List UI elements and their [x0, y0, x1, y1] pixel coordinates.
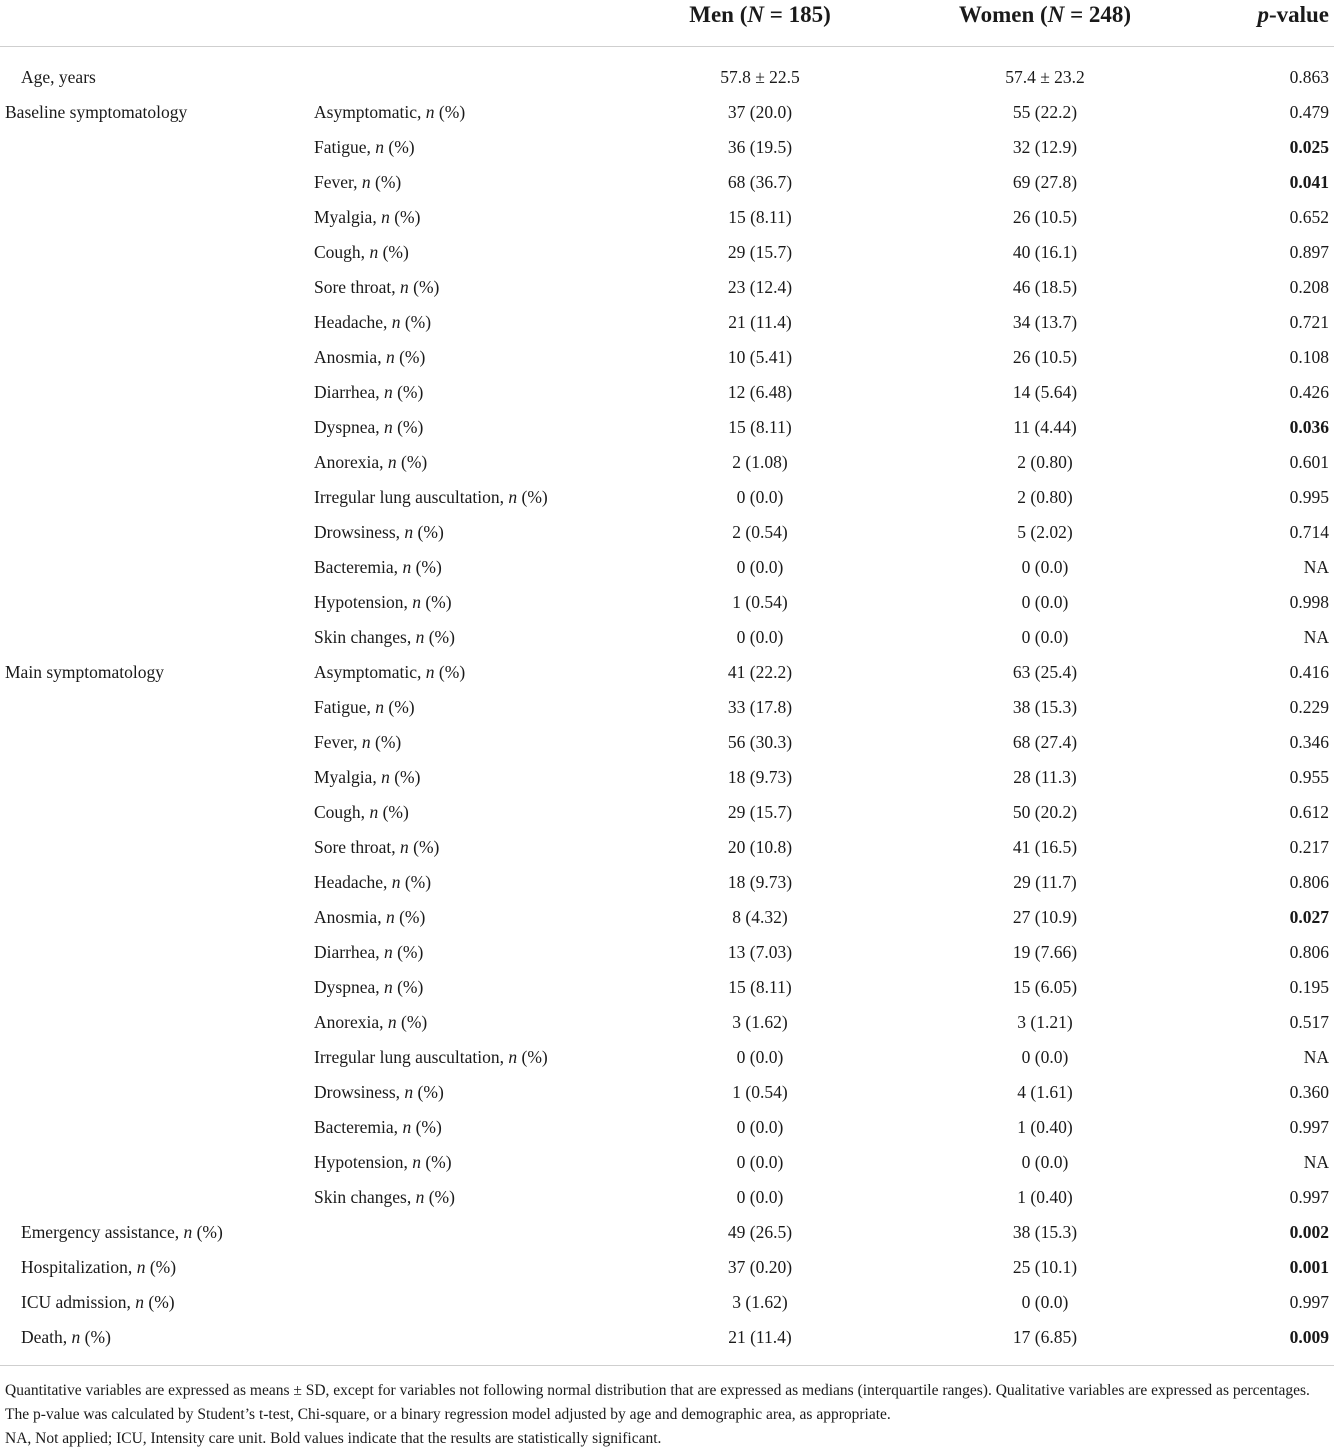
table-row — [0, 1075, 1334, 1110]
cell-women: 25 (10.1) — [1012, 1257, 1078, 1277]
table-row — [0, 130, 1334, 165]
table-row — [0, 235, 1334, 270]
cell-p-value: 0.002 — [1289, 1222, 1329, 1242]
row-variable-label: Irregular lung auscultation, n (%) — [314, 1047, 548, 1067]
cell-p-value: 0.208 — [1289, 277, 1329, 297]
table-body — [0, 60, 1334, 1355]
cell-women: 14 (5.64) — [1012, 382, 1078, 402]
table-row — [0, 480, 1334, 515]
row-variable-label: Fatigue, n (%) — [314, 697, 415, 717]
cell-p-value: 0.036 — [1289, 417, 1329, 437]
cell-women: 57.4 ± 23.2 — [1005, 67, 1085, 87]
row-variable-label: Fatigue, n (%) — [314, 137, 415, 157]
cell-men: 18 (9.73) — [727, 872, 793, 892]
cell-p-value: 0.863 — [1289, 67, 1329, 87]
table-row — [0, 340, 1334, 375]
cell-p-value: 0.601 — [1289, 452, 1329, 472]
table-row — [0, 690, 1334, 725]
cell-p-value: NA — [1303, 1152, 1329, 1172]
row-variable-label: Death, n (%) — [21, 1327, 111, 1347]
cell-women: 17 (6.85) — [1012, 1327, 1078, 1347]
cell-women: 5 (2.02) — [1017, 522, 1073, 542]
cell-p-value: 0.995 — [1289, 487, 1329, 507]
table-row — [0, 445, 1334, 480]
footnote-abbreviations: NA, Not applied; ICU, Intensity care unit. Bold values indicate that the results are statistically significant. — [5, 1430, 662, 1447]
cell-men: 57.8 ± 22.5 — [720, 67, 800, 87]
cell-men: 68 (36.7) — [727, 172, 793, 192]
table-row — [0, 375, 1334, 410]
table-row — [0, 550, 1334, 585]
cell-women: 3 (1.21) — [1017, 1012, 1073, 1032]
row-group-label: Main symptomatology — [5, 662, 164, 682]
cell-women: 0 (0.0) — [1021, 557, 1069, 577]
table-row — [0, 200, 1334, 235]
cell-men: 0 (0.0) — [736, 557, 784, 577]
cell-women: 32 (12.9) — [1012, 137, 1078, 157]
row-variable-label: Fever, n (%) — [314, 172, 402, 192]
column-header-men: Men (N = 185) — [689, 2, 831, 27]
cell-women: 27 (10.9) — [1012, 907, 1078, 927]
cell-women: 15 (6.05) — [1012, 977, 1078, 997]
row-variable-label: Emergency assistance, n (%) — [21, 1222, 223, 1242]
cell-women: 41 (16.5) — [1012, 837, 1078, 857]
cell-men: 21 (11.4) — [728, 1327, 792, 1347]
row-variable-label: Asymptomatic, n (%) — [314, 102, 466, 122]
table-row — [0, 830, 1334, 865]
cell-women: 40 (16.1) — [1012, 242, 1078, 262]
cell-men: 3 (1.62) — [732, 1012, 788, 1032]
cell-p-value: 0.806 — [1289, 872, 1329, 892]
cell-women: 38 (15.3) — [1012, 1222, 1078, 1242]
row-variable-label: Headache, n (%) — [314, 872, 432, 892]
table-bottom-rule — [0, 1365, 1334, 1366]
row-variable-label: Sore throat, n (%) — [314, 277, 440, 297]
row-variable-label: Dyspnea, n (%) — [314, 417, 424, 437]
cell-men: 13 (7.03) — [727, 942, 793, 962]
cell-p-value: 0.714 — [1289, 522, 1329, 542]
table-row — [0, 1110, 1334, 1145]
cell-men: 56 (30.3) — [727, 732, 793, 752]
table-row — [0, 515, 1334, 550]
cell-p-value: 0.041 — [1289, 172, 1329, 192]
cell-women: 0 (0.0) — [1021, 592, 1069, 612]
cell-p-value: 0.346 — [1289, 732, 1329, 752]
row-variable-label: Bacteremia, n (%) — [314, 1117, 442, 1137]
cell-p-value: 0.229 — [1289, 697, 1329, 717]
cell-women: 0 (0.0) — [1021, 627, 1069, 647]
cell-women: 69 (27.8) — [1012, 172, 1078, 192]
table-row — [0, 585, 1334, 620]
cell-p-value: 0.997 — [1289, 1187, 1329, 1207]
table-row — [0, 165, 1334, 200]
row-variable-label: Fever, n (%) — [314, 732, 402, 752]
column-header-p-value: p-value — [1257, 2, 1329, 27]
row-variable-label: Skin changes, n (%) — [314, 627, 455, 647]
row-variable-label: Anosmia, n (%) — [314, 347, 426, 367]
row-variable-label: Headache, n (%) — [314, 312, 432, 332]
cell-men: 29 (15.7) — [727, 802, 793, 822]
table-row — [0, 1145, 1334, 1180]
row-variable-label: Sore throat, n (%) — [314, 837, 440, 857]
cell-men: 1 (0.54) — [732, 592, 788, 612]
table-row — [0, 305, 1334, 340]
table-row — [0, 655, 1334, 690]
cell-p-value: 0.416 — [1289, 662, 1329, 682]
row-variable-label: Hypotension, n (%) — [314, 592, 452, 612]
row-variable-label: Anorexia, n (%) — [314, 1012, 428, 1032]
cell-women: 55 (22.2) — [1012, 102, 1078, 122]
cell-p-value: 0.652 — [1289, 207, 1329, 227]
cell-p-value: 0.108 — [1289, 347, 1329, 367]
cell-p-value: 0.009 — [1289, 1327, 1329, 1347]
cell-men: 29 (15.7) — [727, 242, 793, 262]
cell-women: 26 (10.5) — [1012, 207, 1078, 227]
table-row — [0, 935, 1334, 970]
cell-men: 0 (0.0) — [736, 1117, 784, 1137]
row-variable-label: Dyspnea, n (%) — [314, 977, 424, 997]
row-variable-label: Drowsiness, n (%) — [314, 522, 444, 542]
cell-men: 8 (4.32) — [732, 907, 788, 927]
cell-women: 29 (11.7) — [1013, 872, 1077, 892]
row-variable-label: Diarrhea, n (%) — [314, 942, 424, 962]
cell-p-value: 0.195 — [1289, 977, 1329, 997]
cell-women: 68 (27.4) — [1012, 732, 1078, 752]
table-row — [0, 1320, 1334, 1355]
cell-p-value: 0.517 — [1289, 1012, 1329, 1032]
cell-women: 2 (0.80) — [1017, 487, 1073, 507]
row-variable-label: Cough, n (%) — [314, 802, 409, 822]
cell-women: 26 (10.5) — [1012, 347, 1078, 367]
cell-women: 28 (11.3) — [1013, 767, 1077, 787]
cell-women: 1 (0.40) — [1017, 1117, 1073, 1137]
cell-men: 0 (0.0) — [736, 1047, 784, 1067]
cell-women: 0 (0.0) — [1021, 1292, 1069, 1312]
cell-women: 63 (25.4) — [1012, 662, 1078, 682]
cell-men: 1 (0.54) — [732, 1082, 788, 1102]
row-variable-label: Anosmia, n (%) — [314, 907, 426, 927]
cell-men: 49 (26.5) — [727, 1222, 793, 1242]
cell-men: 33 (17.8) — [727, 697, 793, 717]
cell-p-value: 0.997 — [1289, 1292, 1329, 1312]
cell-men: 20 (10.8) — [727, 837, 793, 857]
table-row — [0, 900, 1334, 935]
row-variable-label: Myalgia, n (%) — [314, 767, 421, 787]
cell-men: 21 (11.4) — [728, 312, 792, 332]
cell-p-value: 0.806 — [1289, 942, 1329, 962]
cell-p-value: NA — [1303, 557, 1329, 577]
table-row — [0, 620, 1334, 655]
cell-women: 38 (15.3) — [1012, 697, 1078, 717]
cell-men: 15 (8.11) — [728, 207, 792, 227]
row-variable-label: Myalgia, n (%) — [314, 207, 421, 227]
cell-men: 37 (0.20) — [727, 1257, 793, 1277]
table-row — [0, 410, 1334, 445]
row-variable-label: Anorexia, n (%) — [314, 452, 428, 472]
footnote-methods: Quantitative variables are expressed as means ± SD, except for variables not following normal distribution that are expressed as medians (interquartile ranges). Qualitative variables are expressed as percentages. The p-value was calculated by Student’s t-test, Chi-square, or a binary regression model adjusted by age and demographic area, as appropriate. — [5, 1382, 1310, 1423]
cell-men: 15 (8.11) — [728, 417, 792, 437]
column-header-women: Women (N = 248) — [958, 2, 1132, 27]
row-variable-label: ICU admission, n (%) — [21, 1292, 175, 1312]
cell-p-value: 0.612 — [1289, 802, 1329, 822]
table-row — [0, 1285, 1334, 1320]
table-row — [0, 1215, 1334, 1250]
cell-p-value: 0.998 — [1289, 592, 1329, 612]
cell-p-value: 0.217 — [1289, 837, 1329, 857]
cell-men: 12 (6.48) — [727, 382, 793, 402]
cell-men: 36 (19.5) — [727, 137, 793, 157]
cell-women: 34 (13.7) — [1012, 312, 1078, 332]
cell-p-value: NA — [1303, 627, 1329, 647]
cell-p-value: 0.426 — [1289, 382, 1329, 402]
cell-women: 46 (18.5) — [1012, 277, 1078, 297]
cell-p-value: 0.721 — [1289, 312, 1329, 332]
cell-p-value: 0.997 — [1289, 1117, 1329, 1137]
row-group-label: Baseline symptomatology — [5, 102, 188, 122]
cell-men: 0 (0.0) — [736, 1187, 784, 1207]
table-row — [0, 270, 1334, 305]
cell-men: 37 (20.0) — [727, 102, 793, 122]
cell-p-value: 0.027 — [1289, 907, 1329, 927]
cell-women: 0 (0.0) — [1021, 1152, 1069, 1172]
table-row — [0, 95, 1334, 130]
row-variable-label: Hypotension, n (%) — [314, 1152, 452, 1172]
cell-women: 11 (4.44) — [1013, 417, 1077, 437]
cell-women: 2 (0.80) — [1017, 452, 1073, 472]
cell-p-value: 0.025 — [1289, 137, 1329, 157]
table-row — [0, 1250, 1334, 1285]
table-row — [0, 865, 1334, 900]
row-variable-label: Asymptomatic, n (%) — [314, 662, 466, 682]
cell-women: 19 (7.66) — [1012, 942, 1078, 962]
row-variable-label: Diarrhea, n (%) — [314, 382, 424, 402]
cell-men: 23 (12.4) — [727, 277, 793, 297]
row-variable-label: Cough, n (%) — [314, 242, 409, 262]
cell-p-value: 0.897 — [1289, 242, 1329, 262]
table-header — [0, 0, 1334, 47]
table-row — [0, 970, 1334, 1005]
table-row — [0, 1040, 1334, 1075]
cell-women: 50 (20.2) — [1012, 802, 1078, 822]
cell-p-value: 0.001 — [1289, 1257, 1329, 1277]
table-row — [0, 795, 1334, 830]
cell-men: 15 (8.11) — [728, 977, 792, 997]
table-row — [0, 1180, 1334, 1215]
row-variable-label: Skin changes, n (%) — [314, 1187, 455, 1207]
cell-men: 2 (1.08) — [732, 452, 788, 472]
cell-p-value: 0.360 — [1289, 1082, 1329, 1102]
cell-p-value: 0.955 — [1289, 767, 1329, 787]
row-variable-label: Drowsiness, n (%) — [314, 1082, 444, 1102]
row-variable-label: Hospitalization, n (%) — [21, 1257, 177, 1277]
cell-women: 1 (0.40) — [1017, 1187, 1073, 1207]
cell-p-value: 0.479 — [1289, 102, 1329, 122]
cell-p-value: NA — [1303, 1047, 1329, 1067]
cell-men: 2 (0.54) — [732, 522, 788, 542]
cell-men: 10 (5.41) — [727, 347, 793, 367]
table-row — [0, 60, 1334, 95]
table-row — [0, 1005, 1334, 1040]
cell-men: 0 (0.0) — [736, 487, 784, 507]
cell-women: 4 (1.61) — [1017, 1082, 1073, 1102]
cell-women: 0 (0.0) — [1021, 1047, 1069, 1067]
table-row — [0, 760, 1334, 795]
cell-men: 41 (22.2) — [727, 662, 793, 682]
cell-men: 18 (9.73) — [727, 767, 793, 787]
row-variable-label: Irregular lung auscultation, n (%) — [314, 487, 548, 507]
cell-men: 0 (0.0) — [736, 1152, 784, 1172]
row-variable-label: Bacteremia, n (%) — [314, 557, 442, 577]
cell-men: 0 (0.0) — [736, 627, 784, 647]
cell-men: 3 (1.62) — [732, 1292, 788, 1312]
table-row — [0, 725, 1334, 760]
row-variable-label: Age, years — [21, 67, 96, 87]
